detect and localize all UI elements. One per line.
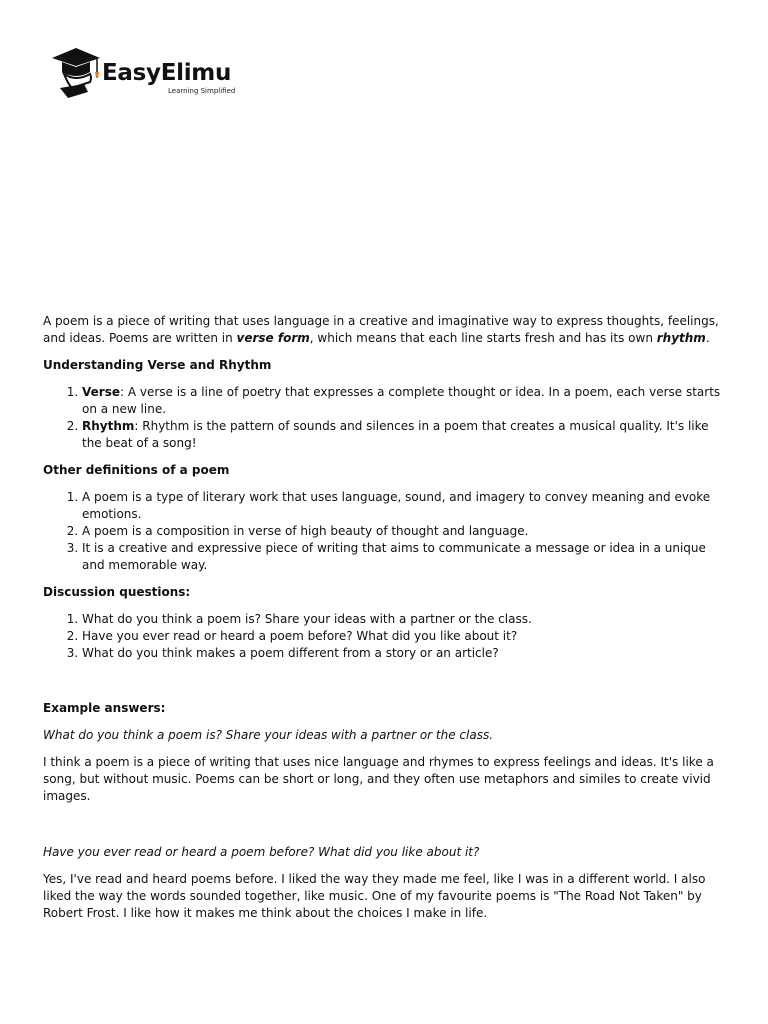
verse-rhythm-heading: Understanding Verse and Rhythm bbox=[43, 358, 272, 372]
definitions-list bbox=[43, 489, 727, 574]
discussion-heading: Discussion questions: bbox=[43, 585, 191, 599]
example-answer-2: Yes, I've read and heard poems before. I liked the way they made me feel, like I was in a different world. I also liked the way the words sounded together, like music. One of my favourite poems is "The Road Not Taken" by Robert Frost. I like how it makes me think about the choices I make in life. bbox=[43, 872, 706, 920]
graduation-cap-icon bbox=[50, 44, 106, 100]
example-question-1: What do you think a poem is? Share your ideas with a partner or the class. bbox=[43, 728, 494, 742]
list-item: 1. What do you think a poem is? Share your ideas with a partner or the class. bbox=[82, 611, 727, 628]
list-item: 3. What do you think makes a poem different from a story or an article? bbox=[82, 645, 727, 662]
list-item: 2. Rhythm: Rhythm is the pattern of sounds and silences in a poem that creates a musical quality. It's like the beat of a song! bbox=[82, 418, 727, 452]
document-body bbox=[43, 313, 727, 932]
definitions-heading: Other definitions of a poem bbox=[43, 463, 230, 477]
list-item: 1. A poem is a type of literary work that uses language, sound, and imagery to convey meaning and evoke emotions. bbox=[82, 489, 727, 523]
example-answer-1: I think a poem is a piece of writing that uses nice language and rhymes to express feelings and ideas. It's like a song, but without music. Poems can be short or long, and they often use metaphors and similes to create vivid images. bbox=[43, 755, 714, 803]
list-item: 2. Have you ever read or heard a poem before? What did you like about it? bbox=[82, 628, 727, 645]
discussion-list bbox=[43, 611, 727, 662]
rhythm-emphasis: rhythm bbox=[656, 331, 706, 345]
list-item: 3. It is a creative and expressive piece of writing that aims to communicate a message or idea in a unique and memorable way. bbox=[82, 540, 727, 574]
example-question-2: Have you ever read or heard a poem before? What did you like about it? bbox=[43, 845, 480, 859]
examples-heading: Example answers: bbox=[43, 701, 166, 715]
verse-rhythm-list bbox=[43, 384, 727, 452]
brand-tagline: Learning Simplified bbox=[168, 87, 236, 95]
brand-name: EasyElimu bbox=[102, 60, 232, 86]
list-item: 1. Verse: A verse is a line of poetry that expresses a complete thought or idea. In a poem, each verse starts on a new line. bbox=[82, 384, 727, 418]
intro-paragraph: A poem is a piece of writing that uses language in a creative and imaginative way to express thoughts, feelings, and ideas. Poems are written in verse form, which means that each line starts fresh and has its own rhythm. bbox=[43, 314, 719, 345]
verse-form-emphasis: verse form bbox=[236, 331, 310, 345]
easyelimu-logo bbox=[50, 44, 250, 100]
list-item: 2. A poem is a composition in verse of high beauty of thought and language. bbox=[82, 523, 727, 540]
